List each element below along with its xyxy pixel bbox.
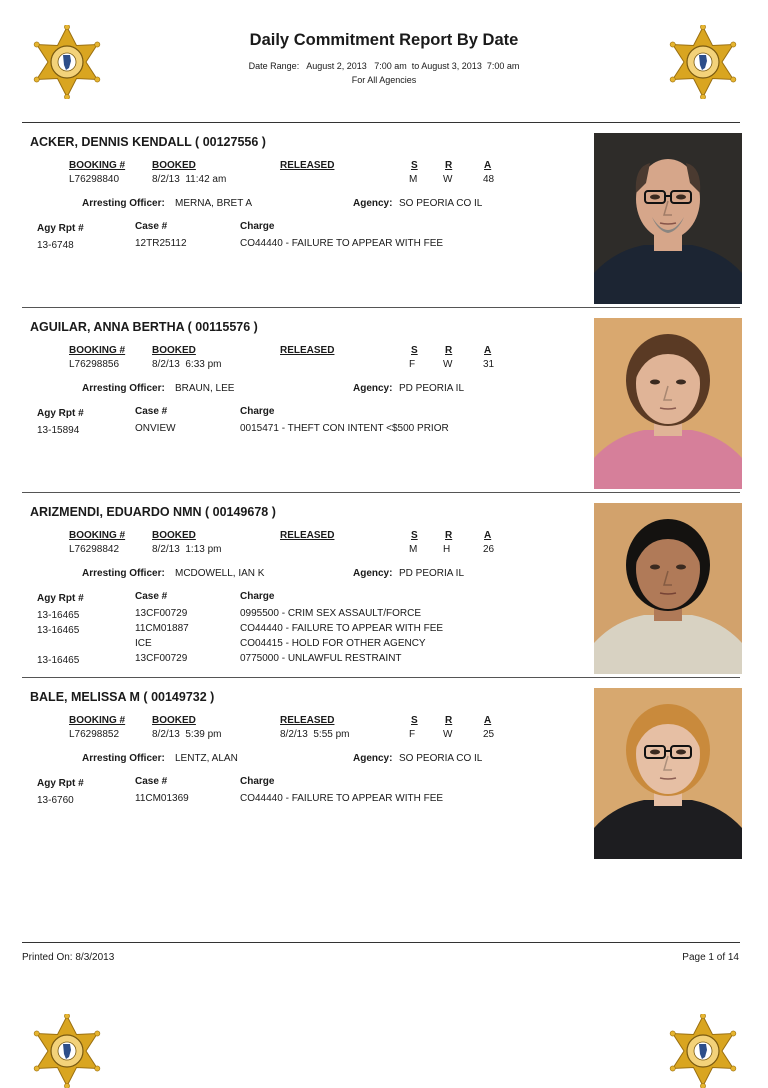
agy-rpt-value: 13-16465	[37, 625, 80, 636]
released-datetime: 8/2/13 5:55 pm	[280, 729, 350, 740]
inmate-record	[0, 497, 768, 682]
released-label: RELEASED	[280, 530, 335, 541]
case-value: 13CF00729	[135, 653, 188, 664]
arresting-officer-label: Arresting Officer:	[82, 383, 165, 394]
page-number: Page 1 of 14	[682, 952, 739, 963]
released-label: RELEASED	[280, 715, 335, 726]
record-divider	[22, 677, 740, 678]
race-label: R	[445, 715, 453, 726]
report-title: Daily Commitment Report By Date	[249, 31, 519, 49]
sex-value: M	[409, 174, 418, 185]
booked-datetime: 8/2/13 5:39 pm	[152, 729, 222, 740]
age-label: A	[484, 345, 492, 356]
agency-label: Agency:	[353, 198, 393, 209]
arresting-officer-label: Arresting Officer:	[82, 568, 165, 579]
charge-value: CO44440 - FAILURE TO APPEAR WITH FEE	[240, 623, 444, 634]
race-value: W	[443, 174, 453, 185]
agency-value: SO PEORIA CO IL	[399, 753, 483, 764]
agency-label: Agency:	[353, 753, 393, 764]
case-value: ONVIEW	[135, 423, 176, 434]
case-label: Case #	[135, 591, 168, 602]
agency-label: Agency:	[353, 568, 393, 579]
case-label: Case #	[135, 221, 168, 232]
booked-label: BOOKED	[152, 345, 196, 356]
race-label: R	[445, 160, 453, 171]
charge-value: CO04415 - HOLD FOR OTHER AGENCY	[240, 638, 426, 649]
sex-label: S	[411, 345, 418, 356]
agy-rpt-label: Agy Rpt #	[37, 223, 84, 234]
age-value: 48	[483, 174, 495, 185]
age-label: A	[484, 530, 492, 541]
inmate-record	[0, 682, 768, 867]
agy-rpt-label: Agy Rpt #	[37, 593, 84, 604]
mugshot-photo	[594, 133, 742, 304]
case-value: 12TR25112	[135, 238, 187, 249]
sex-label: S	[411, 715, 418, 726]
inmate-name: ACKER, DENNIS KENDALL ( 00127556 )	[30, 135, 266, 149]
agy-rpt-label: Agy Rpt #	[37, 408, 84, 419]
booked-label: BOOKED	[152, 160, 196, 171]
agy-rpt-value: 13-16465	[37, 655, 80, 666]
charge-value: 0015471 - THEFT CON INTENT <$500 PRIOR	[240, 423, 449, 434]
arresting-officer-value: MCDOWELL, IAN K	[175, 568, 265, 579]
age-value: 26	[483, 544, 495, 555]
sex-value: F	[409, 729, 416, 740]
booking-number: L76298840	[69, 174, 120, 185]
record-divider	[22, 307, 740, 308]
arresting-officer-value: MERNA, BRET A	[175, 198, 253, 209]
agencies-line: For All Agencies	[351, 75, 417, 85]
race-value: W	[443, 359, 453, 370]
agy-rpt-label: Agy Rpt #	[37, 778, 84, 789]
case-value: ICE	[135, 638, 152, 649]
record-divider	[22, 492, 740, 493]
arresting-officer-label: Arresting Officer:	[82, 753, 165, 764]
agy-rpt-value: 13-16465	[37, 610, 80, 621]
case-value: 11CM01369	[135, 793, 189, 804]
footer-divider	[22, 942, 740, 943]
agy-rpt-value: 13-6760	[37, 795, 74, 806]
inmate-record	[0, 127, 768, 312]
race-label: R	[445, 530, 453, 541]
age-value: 31	[483, 359, 495, 370]
mugshot-photo	[594, 688, 742, 859]
agy-rpt-value: 13-15894	[37, 425, 80, 436]
arresting-officer-value: BRAUN, LEE	[175, 383, 235, 394]
charge-value: 0995500 - CRIM SEX ASSAULT/FORCE	[240, 608, 421, 619]
case-label: Case #	[135, 776, 168, 787]
age-value: 25	[483, 729, 495, 740]
age-label: A	[484, 715, 492, 726]
booking-label: BOOKING #	[69, 715, 126, 726]
agency-value: PD PEORIA IL	[399, 383, 465, 394]
booked-label: BOOKED	[152, 530, 196, 541]
released-label: RELEASED	[280, 345, 335, 356]
sex-label: S	[411, 530, 418, 541]
inmate-name: AGUILAR, ANNA BERTHA ( 00115576 )	[30, 320, 258, 334]
booked-datetime: 8/2/13 1:13 pm	[152, 544, 222, 555]
case-value: 13CF00729	[135, 608, 188, 619]
booking-number: L76298852	[69, 729, 120, 740]
age-label: A	[484, 160, 492, 171]
header-divider	[22, 122, 740, 123]
agency-value: PD PEORIA IL	[399, 568, 465, 579]
booking-number: L76298842	[69, 544, 120, 555]
agency-value: SO PEORIA CO IL	[399, 198, 483, 209]
arresting-officer-label: Arresting Officer:	[82, 198, 165, 209]
booked-datetime: 8/2/13 6:33 pm	[152, 359, 222, 370]
case-value: 11CM01887	[135, 623, 189, 634]
agy-rpt-value: 13-6748	[37, 240, 74, 251]
booking-label: BOOKING #	[69, 530, 126, 541]
booked-datetime: 8/2/13 11:42 am	[152, 174, 227, 185]
arresting-officer-value: LENTZ, ALAN	[175, 753, 238, 764]
sex-label: S	[411, 160, 418, 171]
charge-label: Charge	[240, 591, 275, 602]
booked-label: BOOKED	[152, 715, 196, 726]
charge-label: Charge	[240, 221, 275, 232]
sex-value: F	[409, 359, 416, 370]
race-value: H	[443, 544, 451, 555]
charge-value: CO44440 - FAILURE TO APPEAR WITH FEE	[240, 238, 444, 249]
booking-number: L76298856	[69, 359, 120, 370]
inmate-record	[0, 312, 768, 497]
charge-value: CO44440 - FAILURE TO APPEAR WITH FEE	[240, 793, 444, 804]
sheriff-badge-icon	[30, 1014, 104, 1088]
date-range: Date Range: August 2, 2013 7:00 am to August 3, 2013 7:00 am	[248, 61, 520, 71]
sex-value: M	[409, 544, 418, 555]
inmate-name: ARIZMENDI, EDUARDO NMN ( 00149678 )	[30, 505, 276, 519]
booking-label: BOOKING #	[69, 160, 126, 171]
charge-value: 0775000 - UNLAWFUL RESTRAINT	[240, 653, 402, 664]
race-value: W	[443, 729, 453, 740]
mugshot-photo	[594, 503, 742, 674]
mugshot-photo	[594, 318, 742, 489]
charge-label: Charge	[240, 776, 275, 787]
sheriff-badge-icon	[666, 1014, 740, 1088]
released-label: RELEASED	[280, 160, 335, 171]
charge-label: Charge	[240, 406, 275, 417]
inmate-name: BALE, MELISSA M ( 00149732 )	[30, 690, 215, 704]
agency-label: Agency:	[353, 383, 393, 394]
booking-label: BOOKING #	[69, 345, 126, 356]
printed-on: Printed On: 8/3/2013	[22, 952, 115, 963]
case-label: Case #	[135, 406, 168, 417]
race-label: R	[445, 345, 453, 356]
